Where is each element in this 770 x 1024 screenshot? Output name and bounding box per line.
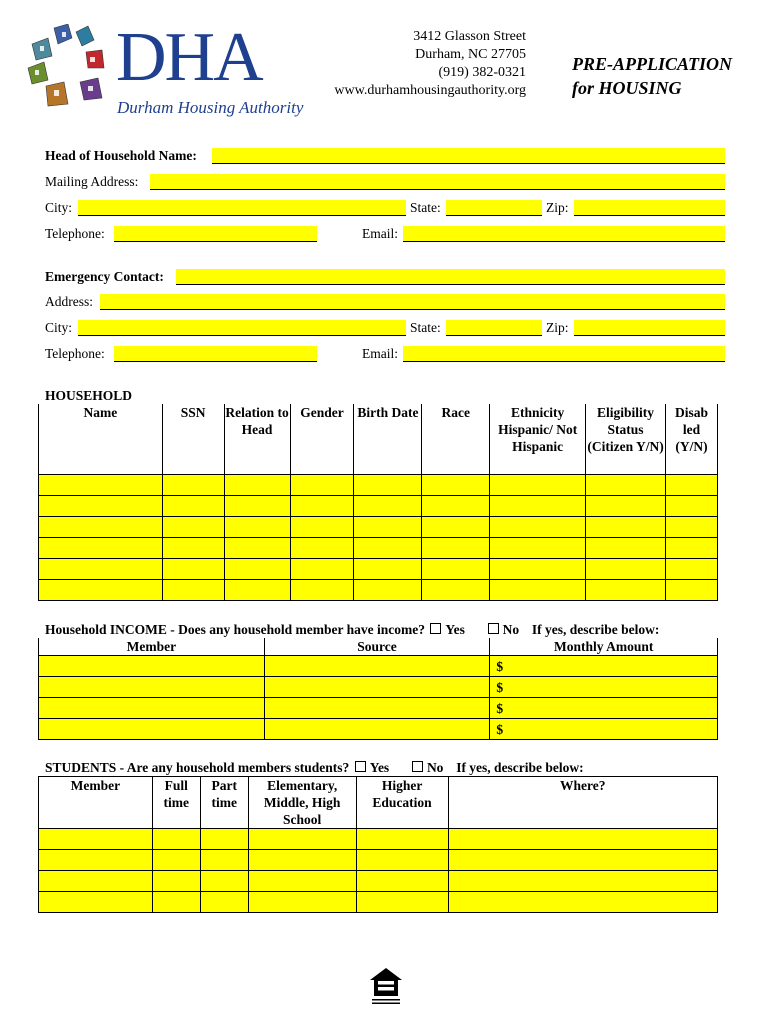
col-full-time: Full time <box>152 777 200 829</box>
telephone-input[interactable] <box>114 226 317 242</box>
mailing-address-input[interactable] <box>150 174 725 190</box>
col-ssn: SSN <box>162 404 224 474</box>
col-part-time: Part time <box>200 777 248 829</box>
emergency-telephone-label: Telephone: <box>45 346 105 361</box>
students-question: STUDENTS - Are any household members students? Yes No If yes, describe below: <box>45 760 584 775</box>
emergency-city-label: City: <box>45 320 73 335</box>
form-title: PRE-APPLICATION for HOUSING <box>572 54 733 98</box>
col-monthly-amount: Monthly Amount <box>490 638 718 656</box>
address-street: 3412 Glasson Street <box>413 29 526 44</box>
col-gender: Gender <box>290 404 354 474</box>
emergency-address-input[interactable] <box>100 294 725 310</box>
col-relation: Relation to Head <box>224 404 290 474</box>
table-row[interactable] <box>39 829 718 850</box>
income-question: Household INCOME - Does any household member have income? Yes No If yes, describe below: <box>45 622 660 637</box>
household-table <box>38 404 718 601</box>
col-birth-date: Birth Date <box>354 404 422 474</box>
zip-label: Zip: <box>546 200 569 215</box>
emergency-email-input[interactable] <box>403 346 725 362</box>
logo-wordmark: DHA <box>116 19 262 96</box>
students-no-checkbox[interactable] <box>412 761 423 772</box>
houses-logo-icon <box>24 24 116 120</box>
table-row[interactable] <box>39 537 718 558</box>
col-school-level: Elementary, Middle, High School <box>248 777 356 829</box>
income-table <box>38 638 718 740</box>
address-phone: (919) 382-0321 <box>438 65 526 80</box>
income-no-checkbox[interactable] <box>488 623 499 634</box>
telephone-label: Telephone: <box>45 226 105 241</box>
dha-logo <box>24 20 304 130</box>
address-city: Durham, NC 27705 <box>415 47 526 62</box>
city-input[interactable] <box>78 200 406 216</box>
col-name: Name <box>39 404 163 474</box>
table-row[interactable]: $ <box>39 698 718 719</box>
students-table <box>38 776 718 913</box>
table-row[interactable]: $ <box>39 719 718 740</box>
col-higher-education: Higher Education <box>356 777 448 829</box>
table-row[interactable] <box>39 579 718 600</box>
table-row[interactable] <box>39 558 718 579</box>
col-student-member: Member <box>39 777 153 829</box>
col-where: Where? <box>448 777 717 829</box>
table-row[interactable] <box>39 871 718 892</box>
emergency-address-label: Address: <box>45 294 93 309</box>
emergency-state-label: State: <box>410 320 441 335</box>
city-label: City: <box>45 200 73 215</box>
logo-subtitle: Durham Housing Authority <box>117 98 304 117</box>
head-of-household-input[interactable] <box>212 148 725 164</box>
col-source: Source <box>264 638 490 656</box>
emergency-zip-label: Zip: <box>546 320 569 335</box>
emergency-contact-input[interactable] <box>176 269 725 285</box>
col-disabled: Disab led (Y/N) <box>665 404 717 474</box>
col-eligibility: Eligibility Status (Citizen Y/N) <box>586 404 666 474</box>
emergency-city-input[interactable] <box>78 320 406 336</box>
table-row[interactable] <box>39 474 718 495</box>
emergency-zip-input[interactable] <box>574 320 725 336</box>
emergency-state-input[interactable] <box>446 320 542 336</box>
table-row[interactable] <box>39 892 718 913</box>
mailing-address-label: Mailing Address: <box>45 174 139 189</box>
head-of-household-label: Head of Household Name: <box>45 148 197 163</box>
emergency-contact-label: Emergency Contact: <box>45 269 164 284</box>
authority-address <box>300 28 526 100</box>
col-ethnicity: Ethnicity Hispanic/ Not Hispanic <box>490 404 586 474</box>
state-input[interactable] <box>446 200 542 216</box>
household-heading: HOUSEHOLD <box>45 388 133 403</box>
table-row[interactable] <box>39 495 718 516</box>
state-label: State: <box>410 200 441 215</box>
table-row[interactable]: $ <box>39 656 718 677</box>
students-yes-checkbox[interactable] <box>355 761 366 772</box>
table-row[interactable] <box>39 850 718 871</box>
col-race: Race <box>422 404 490 474</box>
emergency-email-label: Email: <box>362 346 398 361</box>
col-member: Member <box>39 638 265 656</box>
email-label: Email: <box>362 226 398 241</box>
email-input[interactable] <box>403 226 725 242</box>
income-yes-checkbox[interactable] <box>430 623 441 634</box>
address-website[interactable]: www.durhamhousingauthority.org <box>334 83 526 98</box>
table-row[interactable] <box>39 516 718 537</box>
zip-input[interactable] <box>574 200 725 216</box>
equal-housing-opportunity-icon <box>368 966 404 1006</box>
table-row[interactable]: $ <box>39 677 718 698</box>
emergency-telephone-input[interactable] <box>114 346 317 362</box>
